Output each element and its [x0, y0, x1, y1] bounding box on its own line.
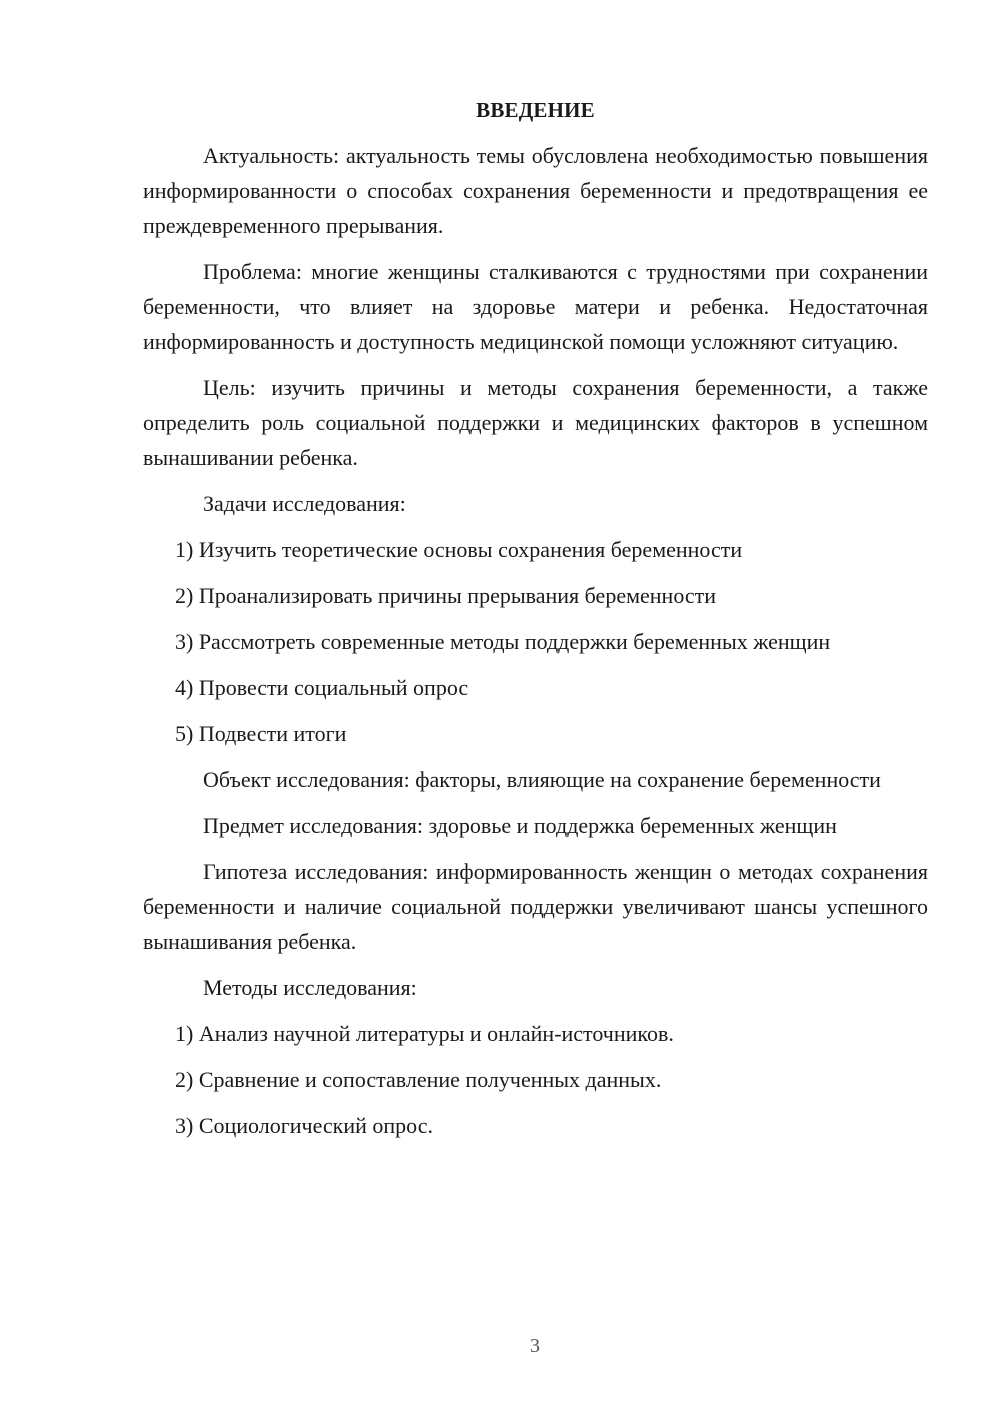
paragraph-problem: Проблема: многие женщины сталкиваются с трудностями при сохранении беременности, что влияет на здоровье матери и ребенка. Недостаточная информированность и доступность медицинской помощи усложняют ситуацию. [143, 259, 928, 354]
section-title: ВВЕДЕНИЕ [476, 98, 595, 122]
page-number: 3 [530, 1335, 540, 1357]
list-item: 1) Анализ научной литературы и онлайн-источников. [175, 1021, 674, 1046]
list-item: 3) Рассмотреть современные методы поддержки беременных женщин [175, 629, 831, 654]
paragraph-hypothesis: Гипотеза исследования: информированность женщин о методах сохранения беременности и наличие социальной поддержки увеличивают шансы успешного вынашивания ребенка. [143, 859, 928, 954]
tasks-heading: Задачи исследования: [203, 491, 406, 516]
list-item: 3) Социологический опрос. [175, 1113, 433, 1138]
methods-heading: Методы исследования: [203, 975, 417, 1000]
tasks-list [143, 532, 928, 751]
list-item: 1) Изучить теоретические основы сохранения беременности [175, 537, 743, 562]
paragraph-subject: Предмет исследования: здоровье и поддержка беременных женщин [203, 813, 837, 838]
paragraph-relevance: Актуальность: актуальность темы обусловлена необходимостью повышения информированности о способах сохранения беременности и предотвращения ее преждевременного прерывания. [143, 143, 928, 238]
list-item: 2) Проанализировать причины прерывания беременности [175, 583, 717, 608]
paragraph-object: Объект исследования: факторы, влияющие на сохранение беременности [203, 767, 881, 792]
list-item: 2) Сравнение и сопоставление полученных данных. [175, 1067, 662, 1092]
list-item: 4) Провести социальный опрос [175, 675, 469, 700]
paragraph-goal: Цель: изучить причины и методы сохранения беременности, а также определить роль социальной поддержки и медицинских факторов в успешном вынашивании ребенка. [143, 375, 928, 470]
list-item: 5) Подвести итоги [175, 721, 347, 746]
methods-list [143, 1016, 928, 1143]
page-content [143, 95, 928, 1154]
